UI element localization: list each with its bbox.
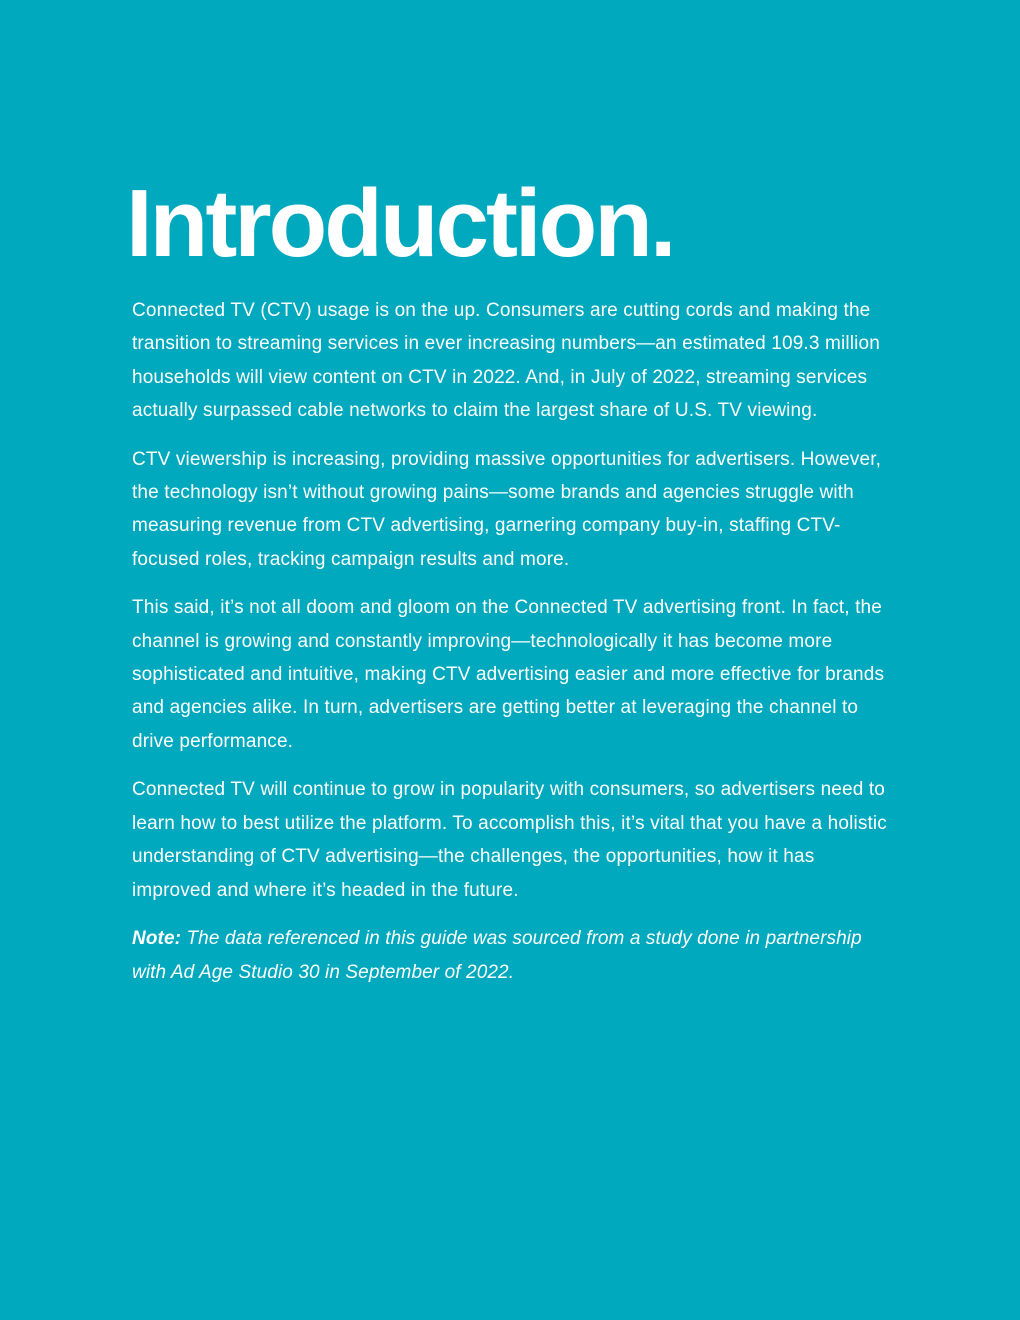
paragraph-4: Connected TV will continue to grow in popularity with consumers, so advertisers need to learn how to best utilize the platform. To accomplish this, it’s vital that you have a holistic understanding of CTV advertising—the challenges, the opportunities, how it has improved and where it’s headed in the future. [132, 779, 887, 901]
body-copy [132, 294, 892, 990]
paragraph-1: Connected TV (CTV) usage is on the up. Consumers are cutting cords and making the transition to streaming services in ever increasing numbers—an estimated 109.3 million households will view content on CTV in 2022. And, in July of 2022, streaming services actually surpassed cable networks to claim the largest share of U.S. TV viewing. [132, 300, 880, 422]
paragraph-3: This said, it’s not all doom and gloom on the Connected TV advertising front. In fact, the channel is growing and constantly improving—technologically it has become more sophisticated and intuitive, making CTV advertising easier and more effective for brands and agencies alike. In turn, advertisers are getting better at leveraging the channel to drive performance. [132, 597, 885, 752]
page-title: Introduction. [126, 170, 674, 277]
paragraph-2: CTV viewership is increasing, providing massive opportunities for advertisers. However, the technology isn’t without growing pains—some brands and agencies struggle with measuring revenue from CTV advertising, garnering company buy-in, staffing CTV-focused roles, tracking campaign results and more. [132, 448, 882, 570]
note-label: Note: [132, 927, 182, 949]
note [132, 922, 892, 990]
note-text: The data referenced in this guide was sourced from a study done in partnership with Ad Age Studio 30 in September of 2022. [132, 927, 862, 983]
